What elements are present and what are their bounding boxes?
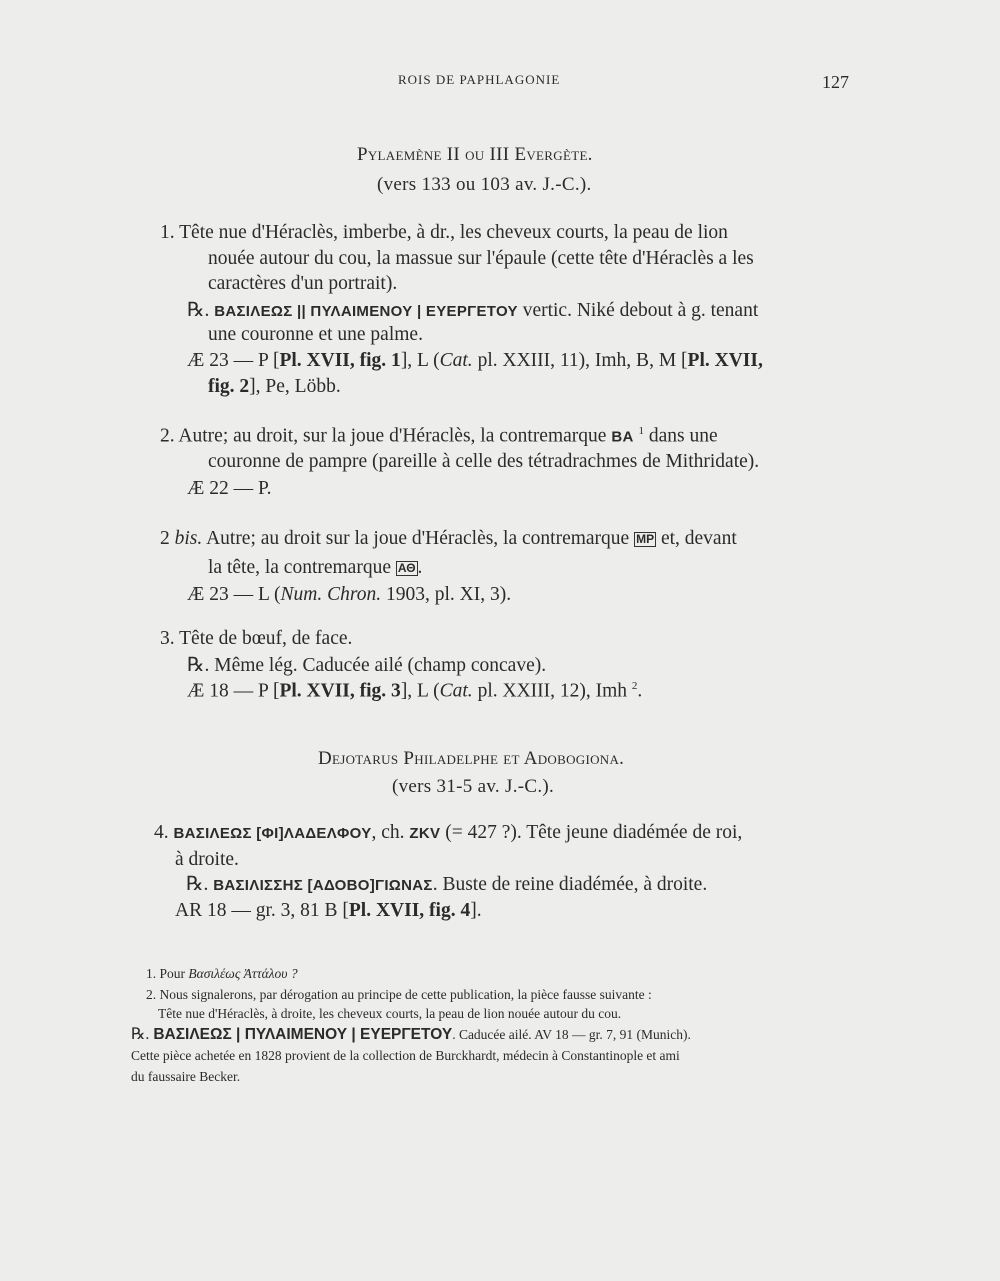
monogram-countermark-2: ΑΘ <box>397 561 416 575</box>
entry-1-line-2: nouée autour du cou, la massue sur l'épaule (cette tête d'Héraclès a les <box>208 248 754 269</box>
footnote-2-line-5: du faussaire Becker. <box>131 1069 241 1084</box>
footnote-2: 2. Nous signalerons, par dérogation au principe de cette publication, la pièce fausse suivante : <box>146 987 652 1002</box>
entry-3-line-2: ℞. Même lég. Caducée ailé (champ concave). <box>187 655 547 676</box>
entry-1-line-1: 1. Tête nue d'Héraclès, imberbe, à dr., les cheveux courts, la peau de lion <box>160 222 728 243</box>
entry-2bis-line-2: la tête, la contremarque ΑΘ . <box>208 557 423 578</box>
section-title-dejotarus: Dejotarus Philadelphe et Adobogiona. <box>318 748 625 769</box>
entry-1-line-5: une couronne et une palme. <box>208 324 423 345</box>
entry-2bis-line-1: 2 bis. Autre; au droit sur la joue d'Héraclès, la contremarque ΜΡ et, devant <box>160 528 737 549</box>
footnote-2-line-3: ℞. ΒΑΣΙΛΕΩΣ | ΠΥΛΑΙΜΕΝΟΥ | ΕΥΕΡΓΕΤΟΥ. Caducée ailé. AV 18 — gr. 7, 91 (Munich). <box>131 1026 691 1043</box>
entry-4-line-2: à droite. <box>175 849 239 870</box>
reverse-description: vertic. Niké debout à g. tenant <box>517 300 759 321</box>
footnote-1: 1. Pour Βασιλέως Ἀττάλου ? <box>146 966 298 981</box>
monogram-countermark-1: ΜΡ <box>636 532 655 546</box>
reverse-legend: ΒΑΣΙΛΕΩΣ || ΠΥΛΑΙΜΕΝΟΥ | ΕΥΕΡΓΕΤΟΥ <box>214 303 518 320</box>
reverse-mark: ℞. <box>187 300 210 321</box>
entry-1-references: Æ 23 — P [Pl. XVII, fig. 1], L (Cat. pl. XXIII, 11), Imh, B, M [Pl. XVII, <box>187 350 763 371</box>
entry-4-line-1: 4. ΒΑΣΙΛΕΩΣ [ΦΙ]ΛΑΔΕΛΦΟΥ, ch. ΖΚV (= 427 ?). Tête jeune diadémée de roi, <box>154 822 743 843</box>
section-title-pylaemene: Pylaemène II ou III Evergète. <box>357 144 593 165</box>
entry-2-line-1: 2. Autre; au droit, sur la joue d'Héraclès, la contremarque ΒΑ $^1$ dans une <box>160 425 718 447</box>
entry-1-line-3: caractères d'un portrait). <box>208 273 398 294</box>
footnote-ref-2: 2 <box>631 680 638 692</box>
running-title: ROIS DE PAPHLAGONIE <box>398 72 561 87</box>
entry-2-line-2: couronne de pampre (pareille à celle des tétradrachmes de Mithridate). <box>208 451 760 472</box>
footnote-2-line-2: Tête nue d'Héraclès, à droite, les cheveux courts, la peau de lion nouée autour du cou. <box>158 1006 622 1021</box>
entry-2-line-3: Æ 22 — P. <box>187 478 272 499</box>
entry-1-references-cont: fig. 2], Pe, Löbb. <box>208 376 341 397</box>
entry-3-line-1: 3. Tête de bœuf, de face. <box>160 628 353 649</box>
page-number: 127 <box>822 72 849 92</box>
section-dates-dejotarus: (vers 31-5 av. J.-C.). <box>392 776 555 797</box>
entry-1-reverse-line <box>187 298 758 322</box>
section-dates-pylaemene: (vers 133 ou 103 av. J.-C.). <box>377 174 592 195</box>
entry-3-line-3: Æ 18 — P [Pl. XVII, fig. 3], L (Cat. pl. XXIII, 12), Imh $^2$. <box>187 680 643 702</box>
footnote-ref-1: 1 <box>638 425 644 437</box>
footnote-2-line-4: Cette pièce achetée en 1828 provient de la collection de Burckhardt, médecin à Constantinople et ami <box>131 1048 680 1063</box>
entry-4-reverse-line: ℞. ΒΑΣΙΛΙΣΣΗΣ [ΑΔΟΒΟ]ΓΙΩΝΑΣ. Buste de reine diadémée, à droite. <box>186 874 708 895</box>
entry-4-references: AR 18 — gr. 3, 81 B [Pl. XVII, fig. 4]. <box>175 900 482 921</box>
entry-2bis-line-3: Æ 23 — L (Num. Chron. 1903, pl. XI, 3). <box>187 584 512 605</box>
